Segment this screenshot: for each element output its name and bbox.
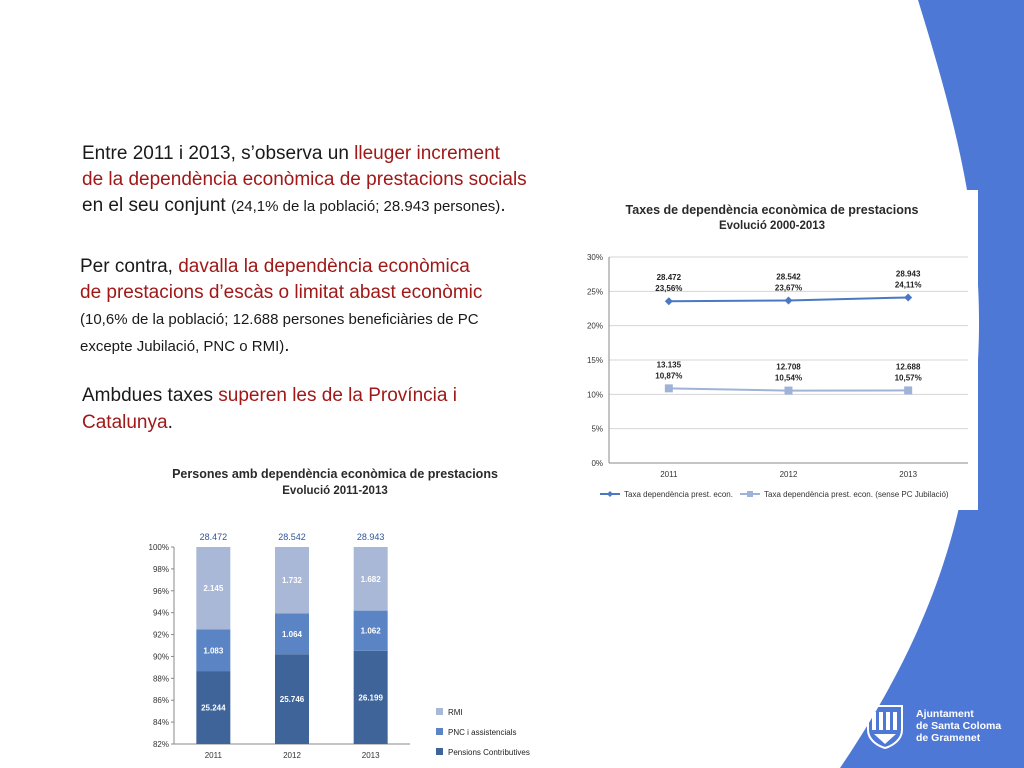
bar-segment-label: 1.064 [281, 629, 303, 639]
line-chart-subtitle: Evolució 2000-2013 [718, 220, 826, 232]
legend-label-2: Taxa dependència prest. econ. (sense PC Jubilació) [764, 490, 949, 499]
bar-chart [130, 462, 550, 768]
line-point-percent-label: 10,87% [655, 371, 683, 381]
paragraph-summary [82, 141, 582, 220]
p2-detail-b: excepte Jubilació, PNC o RMI) [80, 338, 285, 355]
p1-highlight-a: lleuger increment [354, 143, 500, 164]
bar-chart-ytick-label: 84% [152, 718, 169, 728]
bar-chart-ytick-label: 100% [148, 543, 169, 552]
bar-segment-label: 25.244 [201, 703, 226, 713]
line-point-percent-label: 23,67% [774, 283, 803, 293]
bar-total-label: 28.542 [278, 532, 306, 542]
p1-highlight-b: de la dependència econòmica de prestacions socials [82, 169, 527, 190]
bar-chart-ytick-label: 90% [152, 652, 169, 662]
line-point-count-label: 12.688 [895, 362, 921, 372]
bar-total-label: 28.943 [356, 532, 385, 542]
coat-of-arms-icon [862, 700, 912, 750]
line-point-percent-label: 24,11% [894, 280, 922, 290]
bar-chart-ytick-label: 98% [152, 564, 169, 574]
bar-segment-label: 25.746 [279, 695, 305, 705]
line-series-1-point [665, 297, 673, 305]
p2-text-a: Per contra, [80, 256, 179, 277]
logo-line-3: de Gramenet [916, 732, 981, 744]
p3-text-a: Ambdues taxes [82, 385, 219, 406]
line-chart-xtick-label: 2012 [779, 470, 798, 479]
paragraph-decrease [80, 254, 550, 360]
p2-highlight-a: davalla la dependència econòmica [178, 256, 470, 277]
bar-chart-ytick-label: 82% [152, 740, 169, 749]
line-chart-xtick-label: 2011 [660, 470, 678, 479]
bar-legend-swatch [436, 728, 443, 735]
line-chart-title: Taxes de dependència econòmica de prestacions [625, 203, 919, 217]
line-point-percent-label: 23,56% [655, 284, 683, 294]
bar-chart-ytick-label: 96% [152, 586, 169, 596]
line-series-2-point [904, 386, 912, 394]
line-chart-xtick-label: 2013 [899, 470, 918, 479]
bar-segment-label: 1.062 [360, 626, 381, 636]
line-point-count-label: 28.542 [776, 272, 801, 282]
bar-chart-xtick-label: 2013 [361, 751, 380, 760]
p1-text-d: en el seu conjunt [82, 195, 231, 216]
legend-label-1: Taxa dependència prest. econ. [624, 490, 733, 499]
p3-highlight-b: Catalunya [82, 412, 168, 433]
bar-chart-title: Persones amb dependència econòmica de prestacions [172, 467, 498, 481]
line-point-count-label: 12.708 [776, 362, 801, 372]
line-chart-panel [566, 190, 978, 510]
bar-legend-label: PNC i assistencials [448, 728, 517, 737]
paragraph-comparison [82, 382, 522, 436]
bar-legend-label: Pensions Contributives [448, 748, 530, 757]
line-chart-ytick-label: 0% [591, 459, 603, 468]
p2-period: . [284, 335, 290, 356]
bar-legend-swatch [436, 708, 443, 715]
bar-chart-xtick-label: 2011 [204, 751, 222, 760]
bar-chart-subtitle: Evolució 2011-2013 [282, 485, 388, 497]
legend-marker-2 [747, 491, 753, 497]
line-series-2-point [785, 387, 793, 395]
logo-text [916, 708, 1001, 744]
line-chart-ytick-label: 30% [586, 253, 603, 262]
line-chart-ytick-label: 15% [586, 356, 603, 365]
p1-detail: (24,1% de la població; 28.943 persones) [230, 198, 501, 215]
logo-line-1: Ajuntament [916, 708, 974, 720]
bar-chart-ytick-label: 86% [152, 696, 169, 706]
line-point-percent-label: 10,57% [894, 373, 922, 383]
bar-segment-label: 1.732 [281, 576, 303, 586]
bar-chart-ytick-label: 92% [152, 630, 169, 640]
line-point-count-label: 28.943 [895, 269, 921, 279]
line-chart-ytick-label: 5% [591, 424, 603, 434]
logo-line-2: de Santa Coloma [916, 720, 1002, 732]
bar-segment-label: 1.083 [203, 646, 224, 656]
bar-segment-label: 26.199 [358, 693, 383, 703]
line-chart-ytick-label: 25% [586, 287, 603, 297]
line-series-2-point [665, 384, 673, 392]
line-chart-ytick-label: 10% [586, 390, 603, 400]
line-chart [566, 190, 978, 510]
line-point-count-label: 28.472 [656, 273, 682, 283]
p3-period: . [167, 412, 173, 433]
bar-legend-label: RMI [448, 708, 463, 717]
line-point-percent-label: 10,54% [774, 373, 803, 383]
p1-period: . [500, 195, 506, 216]
line-chart-ytick-label: 20% [586, 321, 603, 331]
bar-segment-label: 2.145 [203, 584, 224, 594]
bar-chart-ytick-label: 94% [152, 608, 169, 618]
bar-chart-xtick-label: 2012 [283, 751, 301, 760]
bar-legend-swatch [436, 748, 443, 755]
bar-chart-ytick-label: 88% [152, 674, 169, 684]
legend-marker-1 [607, 491, 613, 497]
line-series-1-point [785, 296, 793, 304]
line-point-count-label: 13.135 [656, 360, 682, 370]
p2-detail-a: (10,6% de la població; 12.688 persones beneficiàries de PC [80, 311, 479, 328]
p2-highlight-b: de prestacions d’escàs o limitat abast econòmic [80, 282, 483, 303]
bar-total-label: 28.472 [199, 532, 228, 542]
line-series-1-point [904, 293, 912, 301]
bar-chart-panel [130, 462, 550, 768]
p3-highlight-a: superen les de la Província i [218, 385, 457, 406]
p1-text-a: Entre 2011 i 2013, s’observa un [82, 143, 355, 164]
bar-segment-label: 1.682 [360, 574, 381, 584]
